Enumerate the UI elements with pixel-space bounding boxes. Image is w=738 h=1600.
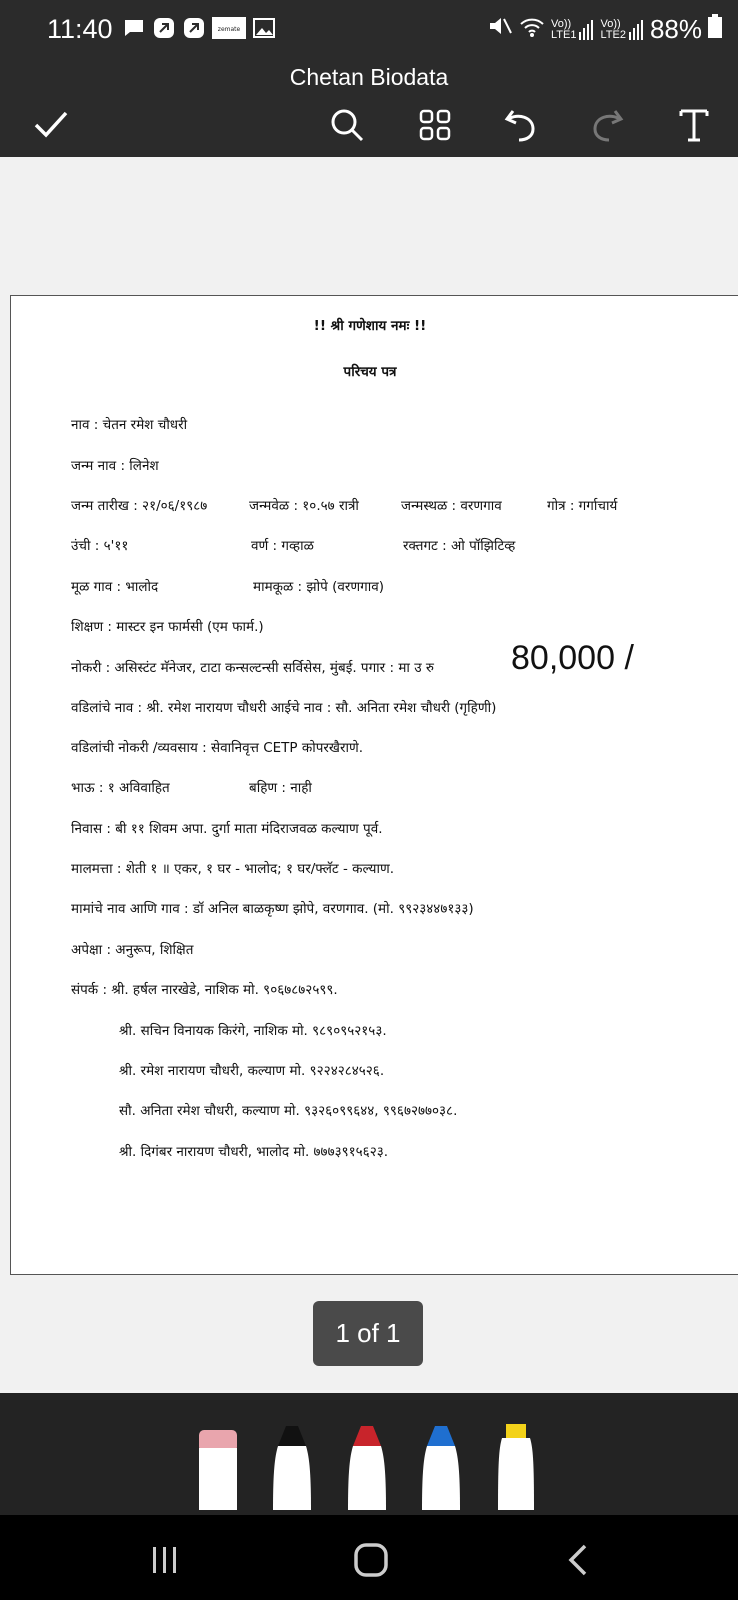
parents-line: वडिलांचे नाव : श्री. रमेश नारायण चौधरी आईचे नाव : सौ. अनिता रमेश चौधरी (गृहिणी) xyxy=(71,700,497,716)
signal-2 xyxy=(600,19,643,41)
sister-field: बहिण : नाही xyxy=(249,780,312,796)
height-field: उंची : ५'११ xyxy=(71,538,129,554)
app-icon xyxy=(152,16,176,40)
job-line: नोकरी : असिस्टंट मॅनेजर, टाटा कन्सल्टन्सी सर्विसेस, मुंबई. पगार : मा उ रु xyxy=(71,660,434,676)
red-pen-tool[interactable] xyxy=(347,1418,387,1515)
page-content xyxy=(11,296,738,1276)
text-icon[interactable] xyxy=(668,100,720,150)
clock: 11:40 xyxy=(47,14,113,44)
volte-label: Vo)) xyxy=(550,17,572,30)
undo-icon[interactable] xyxy=(495,100,547,150)
black-pen-tool[interactable] xyxy=(272,1418,312,1515)
signal-1 xyxy=(551,19,594,41)
image-icon xyxy=(252,16,276,40)
mute-icon xyxy=(487,14,513,45)
contact-line-2: श्री. सचिन विनायक किरंगे, नाशिक मो. ९८९०९५२१५३. xyxy=(119,1023,387,1039)
contact-line-4: सौ. अनिता रमेश चौधरी, कल्याण मो. ९३२६०९९६४४, ९९६७२७७०३८. xyxy=(119,1103,458,1119)
gotra-field: गोत्र : गर्गाचार्य xyxy=(547,498,618,514)
network1-label: LTE1 xyxy=(550,28,577,41)
check-icon[interactable] xyxy=(25,100,77,150)
document-viewer[interactable] xyxy=(0,157,738,1393)
home-icon[interactable] xyxy=(341,1535,401,1585)
battery-percent: 88% xyxy=(649,14,702,44)
zemate-icon-label: zemate xyxy=(217,26,241,33)
chat-icon xyxy=(122,16,146,40)
contact-line-3: श्री. रमेश नारायण चौधरी, कल्याण मो. ९२२४२८४५२६. xyxy=(119,1063,385,1079)
wifi-icon xyxy=(519,14,545,45)
invocation-heading: !! श्री गणेशाय नमः !! xyxy=(313,318,427,334)
contact-line-5: श्री. दिगंबर नारायण चौधरी, भालोद मो. ७७७३९१५६२३. xyxy=(119,1144,389,1160)
navigation-bar xyxy=(0,1515,738,1600)
birth-name-line: जन्म नाव : लिनेश xyxy=(71,458,159,474)
maternal-field: मामकूळ : झोपे (वरणगाव) xyxy=(253,579,384,595)
birth-time-field: जन्मवेळ : १०.५७ रात्री xyxy=(249,498,359,514)
name-line: नाव : चेतन रमेश चौधरी xyxy=(71,417,188,433)
grid-icon[interactable] xyxy=(409,100,461,150)
document-title: Chetan Biodata xyxy=(289,64,449,90)
blood-group-field: रक्तगट : ओ पॉझिटिव्ह xyxy=(403,538,516,554)
status-bar xyxy=(0,0,738,60)
blue-pen-tool[interactable] xyxy=(421,1418,461,1515)
birth-place-field: जन्मस्थळ : वरणगाव xyxy=(401,498,502,514)
network2-label: LTE2 xyxy=(600,28,626,41)
brother-field: भाऊ : १ अविवाहित xyxy=(71,780,170,796)
signal-bars-icon xyxy=(578,20,594,40)
expectation-line: अपेक्षा : अनुरूप, शिक्षित xyxy=(71,942,194,958)
salary-annotation[interactable]: 80,000 / xyxy=(511,639,634,677)
page-indicator: 1 of 1 xyxy=(313,1301,423,1366)
search-icon[interactable] xyxy=(321,100,373,150)
residence-line: निवास : बी ११ शिवम अपा. दुर्गा माता मंदिराजवळ कल्याण पूर्व. xyxy=(71,821,383,837)
native-field: मूळ गाव : भालोद xyxy=(71,579,159,595)
property-line: मालमत्ता : शेती १ ॥ एकर, १ घर - भालोद; १ घर/फ्लॅट - कल्याण. xyxy=(71,861,395,877)
app-icon xyxy=(182,16,206,40)
education-line: शिक्षण : मास्टर इन फार्मसी (एम फार्म.) xyxy=(71,619,264,635)
complexion-field: वर्ण : गव्हाळ xyxy=(251,538,314,554)
contact-line-1: संपर्क : श्री. हर्षल नारखेडे, नाशिक मो. ९०६७८७२५९९. xyxy=(71,982,338,998)
volte-label: Vo)) xyxy=(600,17,621,30)
pen-tray xyxy=(0,1393,738,1515)
uncle-line: मामांचे नाव आणि गाव : डॉ अनिल बाळकृष्ण झोपे, वरणगाव. (मो. ९९२३४४७१३३) xyxy=(71,901,474,917)
toolbar xyxy=(0,60,738,157)
back-icon[interactable] xyxy=(548,1535,608,1585)
document-page[interactable] xyxy=(10,295,738,1275)
redo-icon[interactable] xyxy=(581,100,633,150)
signal-bars-icon xyxy=(628,20,644,40)
dob-field: जन्म तारीख : २१/०६/१९८७ xyxy=(71,498,208,514)
page-title: परिचय पत्र xyxy=(343,364,397,380)
battery-icon xyxy=(708,14,722,45)
status-right xyxy=(487,14,722,45)
eraser-tool[interactable] xyxy=(198,1418,238,1515)
notification-icons xyxy=(122,16,276,40)
zemate-icon xyxy=(212,16,246,40)
recents-icon[interactable] xyxy=(135,1535,195,1585)
father-job-line: वडिलांची नोकरी /व्यवसाय : सेवानिवृत्त CETP कोपरखैराणे. xyxy=(71,740,364,756)
highlighter-tool[interactable] xyxy=(496,1418,536,1515)
